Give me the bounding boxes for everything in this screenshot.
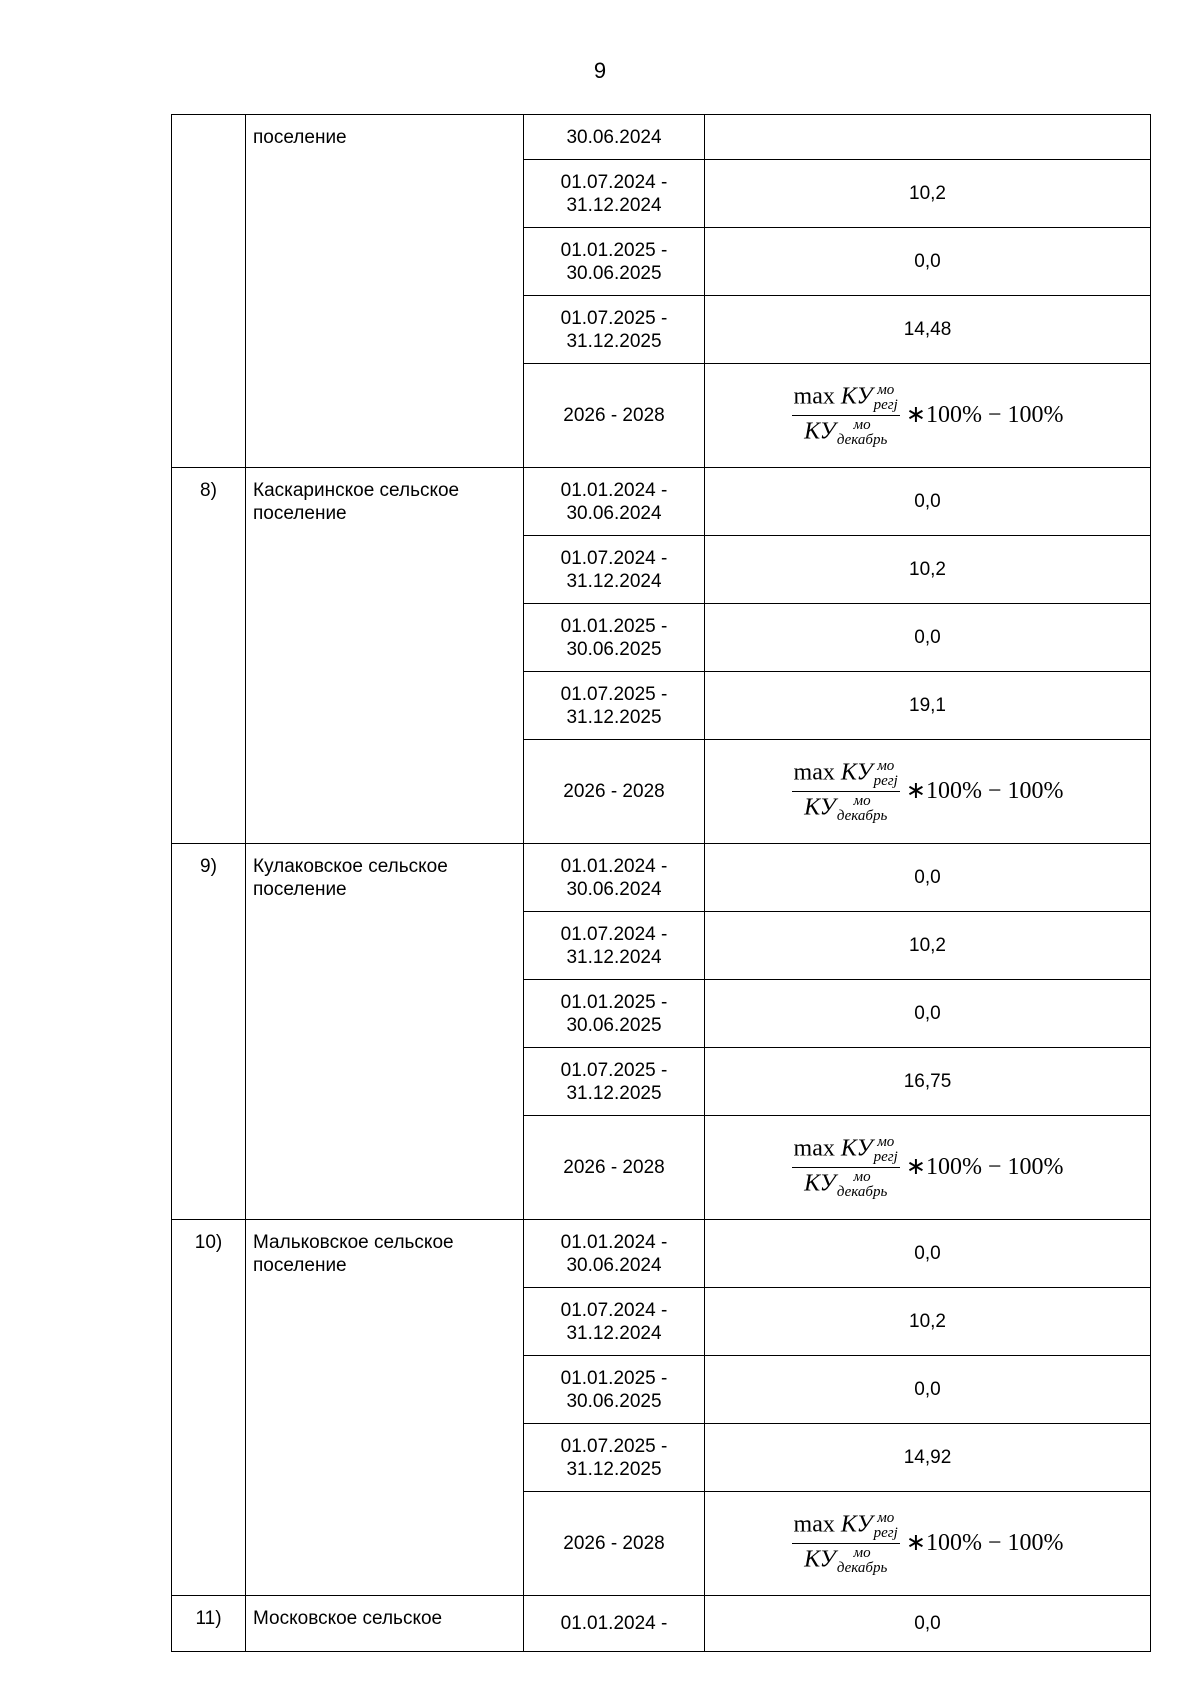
period-text: 01.07.2024 - 31.12.2024 [560,547,668,592]
formula-indices-num [874,383,898,413]
settlement-name: поселение [246,115,524,468]
formula-tail: ∗100% − 100% [905,402,1064,428]
formula-fraction [792,1511,900,1576]
formula-sup-num: мо [877,758,895,774]
formula-sub-den: декабрь [836,1184,888,1200]
formula [792,759,1064,824]
formula-cell [705,364,1151,468]
formula-sup-den: мо [853,1169,871,1185]
formula-indices-num [874,1135,898,1165]
table-row [172,115,1151,160]
table-row [172,844,1151,912]
formula-max: max [793,383,835,410]
formula-ku-num: КУ [840,759,873,786]
formula-max: max [793,759,835,786]
period-cell [524,1356,705,1424]
period-text: 01.07.2025 - 31.12.2025 [560,1059,668,1104]
value-cell: 0,0 [705,844,1151,912]
formula-indices-num [874,759,898,789]
formula-ku-den: КУ [804,794,836,821]
formula-ku-den: КУ [804,1546,836,1573]
formula [792,383,1064,448]
row-number: 9) [172,844,246,1220]
formula-sub-num: регj [873,397,898,413]
formula-indices-den [837,418,887,448]
formula-indices-num [874,1511,898,1541]
row-number: 11) [172,1596,246,1652]
formula-ku-den: КУ [804,1170,836,1197]
formula-denominator [802,1168,889,1200]
formula-sup-den: мо [853,1545,871,1561]
value-cell: 10,2 [705,1288,1151,1356]
period-cell [524,980,705,1048]
period-text: 01.01.2025 - 30.06.2025 [560,239,668,284]
period-text: 01.07.2025 - 31.12.2025 [560,1435,668,1480]
period-cell [524,468,705,536]
period-cell [524,844,705,912]
period-text: 01.01.2024 - 30.06.2024 [560,855,668,900]
period-text: 30.06.2024 [566,126,662,148]
row-number [172,115,246,468]
formula-ku-num: КУ [840,1135,873,1162]
formula-fraction [792,383,900,448]
period-cell [524,740,705,844]
period-text: 01.01.2025 - 30.06.2025 [560,991,668,1036]
value-cell: 19,1 [705,672,1151,740]
table-row [172,1220,1151,1288]
period-cell [524,115,705,160]
formula-sub-den: декабрь [836,432,888,448]
formula-sup-num: мо [877,382,895,398]
formula-tail: ∗100% − 100% [905,1154,1064,1180]
value-cell: 10,2 [705,912,1151,980]
value-cell: 0,0 [705,604,1151,672]
period-cell [524,1288,705,1356]
period-cell [524,1220,705,1288]
period-cell [524,1596,705,1652]
formula-denominator [802,416,889,448]
period-cell [524,672,705,740]
period-cell [524,536,705,604]
row-number: 10) [172,1220,246,1596]
value-cell: 0,0 [705,468,1151,536]
value-cell: 0,0 [705,1220,1151,1288]
period-text: 01.07.2024 - 31.12.2024 [560,171,668,216]
period-cell [524,1116,705,1220]
period-text: 01.07.2024 - 31.12.2024 [560,923,668,968]
period-text: 2026 - 2028 [563,781,665,802]
period-cell [524,1048,705,1116]
settlement-name: Мальковское сельское поселение [246,1220,524,1596]
formula-tail: ∗100% − 100% [905,1530,1064,1556]
value-cell: 14,48 [705,296,1151,364]
formula-sup-den: мо [853,793,871,809]
period-cell [524,228,705,296]
period-text: 01.01.2024 - [560,1613,668,1634]
formula-max: max [793,1135,835,1162]
formula-sub-den: декабрь [836,1560,888,1576]
value-cell: 10,2 [705,160,1151,228]
value-cell: 16,75 [705,1048,1151,1116]
formula-numerator [792,759,900,792]
period-text: 01.01.2024 - 30.06.2024 [560,479,668,524]
period-text: 01.01.2025 - 30.06.2025 [560,1367,668,1412]
period-cell [524,364,705,468]
value-cell [705,115,1151,160]
formula-ku-num: КУ [840,1511,873,1538]
value-cell: 10,2 [705,536,1151,604]
formula-indices-den [837,1546,887,1576]
period-cell [524,604,705,672]
settlement-name: Кулаковское сельское поселение [246,844,524,1220]
value-cell: 14,92 [705,1424,1151,1492]
period-text: 2026 - 2028 [563,1533,665,1554]
settlement-name: Московское сельское [246,1596,524,1652]
formula-sup-den: мо [853,417,871,433]
indices-table [171,114,1151,1652]
formula-denominator [802,1544,889,1576]
formula-sup-num: мо [877,1510,895,1526]
period-text: 2026 - 2028 [563,405,665,426]
formula-fraction [792,759,900,824]
period-text: 01.07.2025 - 31.12.2025 [560,307,668,352]
period-cell [524,912,705,980]
formula-sub-num: регj [873,1149,898,1165]
formula [792,1135,1064,1200]
formula-sup-num: мо [877,1134,895,1150]
formula [792,1511,1064,1576]
formula-fraction [792,1135,900,1200]
value-cell: 0,0 [705,228,1151,296]
page-number: 9 [593,58,607,83]
formula-cell [705,740,1151,844]
period-text: 01.01.2024 - 30.06.2024 [560,1231,668,1276]
formula-sub-den: декабрь [836,808,888,824]
formula-ku-den: КУ [804,418,836,445]
formula-cell [705,1116,1151,1220]
period-cell [524,1424,705,1492]
formula-numerator [792,383,900,416]
period-text: 01.07.2025 - 31.12.2025 [560,683,668,728]
formula-cell [705,1492,1151,1596]
value-cell: 0,0 [705,980,1151,1048]
period-text: 01.01.2025 - 30.06.2025 [560,615,668,660]
row-number: 8) [172,468,246,844]
formula-indices-den [837,1170,887,1200]
value-cell: 0,0 [705,1356,1151,1424]
period-cell [524,160,705,228]
value-cell: 0,0 [705,1596,1151,1652]
formula-sub-num: регj [873,1525,898,1541]
formula-max: max [793,1511,835,1538]
formula-tail: ∗100% − 100% [905,778,1064,804]
formula-sub-num: регj [873,773,898,789]
formula-numerator [792,1135,900,1168]
formula-indices-den [837,794,887,824]
settlement-name: Каскаринское сельское поселение [246,468,524,844]
formula-numerator [792,1511,900,1544]
period-cell [524,296,705,364]
table-row [172,468,1151,536]
table-row [172,1596,1151,1652]
period-text: 2026 - 2028 [563,1157,665,1178]
formula-ku-num: КУ [840,383,873,410]
period-cell [524,1492,705,1596]
formula-denominator [802,792,889,824]
period-text: 01.07.2024 - 31.12.2024 [560,1299,668,1344]
